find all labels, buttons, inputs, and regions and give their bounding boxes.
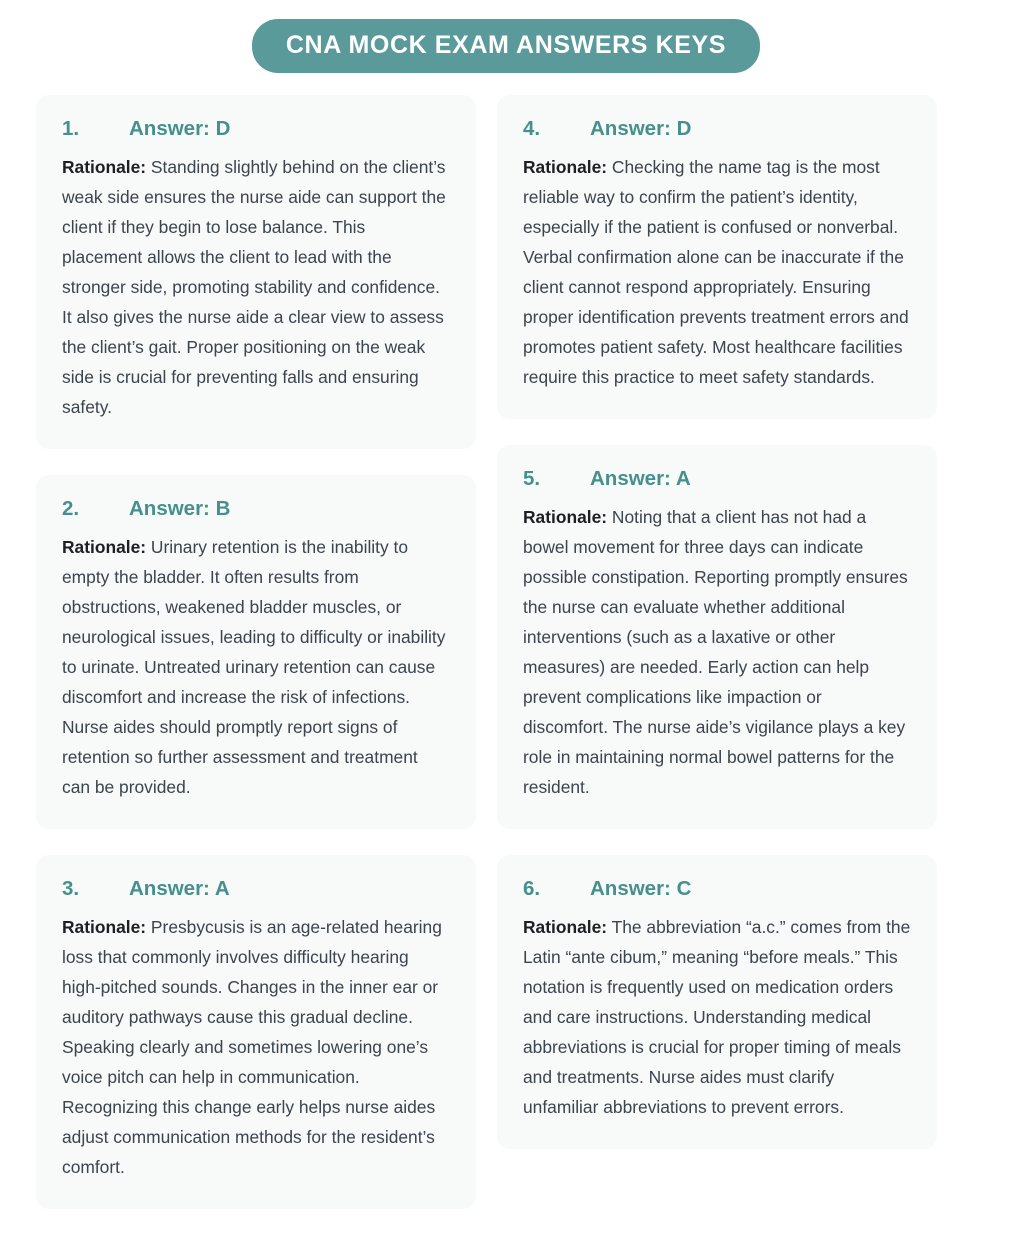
answer-card-heading	[62, 117, 450, 142]
answer-label: Answer: D	[129, 116, 231, 140]
answer-card	[36, 855, 476, 1209]
answer-card-heading	[62, 497, 450, 522]
rationale-text: Noting that a client has not had a bowel movement for three days can indicate possible constipation. Reporting promptly ensures the nurse can evaluate whether additional interventions (such as a laxative or other measures) are needed. Early action can help prevent complications like impaction or discomfort. The nurse aide’s vigilance plays a key role in maintaining normal bowel patterns for the resident.	[523, 507, 908, 797]
rationale-label: Rationale:	[62, 917, 147, 938]
question-number: 5.	[523, 466, 541, 490]
answer-card-body	[523, 153, 911, 393]
left-column	[36, 95, 476, 1235]
rationale-label: Rationale:	[523, 157, 608, 178]
answer-card	[497, 95, 937, 419]
answer-label: Answer: A	[590, 466, 691, 490]
question-number: 4.	[523, 116, 541, 140]
answer-label: Answer: B	[129, 496, 231, 520]
answer-card-heading	[523, 117, 911, 142]
answer-card-heading	[523, 877, 911, 902]
question-number: 2.	[62, 496, 80, 520]
page-title-banner: CNA MOCK EXAM ANSWERS KEYS	[252, 19, 760, 73]
right-column	[497, 95, 937, 1175]
answer-card-body	[62, 913, 450, 1182]
answer-card-heading	[523, 467, 911, 492]
answer-card	[36, 95, 476, 449]
question-number: 1.	[62, 116, 80, 140]
answer-label: Answer: D	[590, 116, 692, 140]
rationale-text: The abbreviation “a.c.” comes from the Latin “ante cibum,” meaning “before meals.” This notation is frequently used on medication orders and care instructions. Understanding medical abbreviations is crucial for proper timing of meals and treatments. Nurse aides must clarify unfamiliar abbreviations to prevent errors.	[523, 917, 911, 1118]
answer-cards-grid	[36, 95, 976, 1235]
rationale-text: Presbycusis is an age-related hearing loss that commonly involves difficulty hearing high-pitched sounds. Changes in the inner ear or auditory pathways cause this gradual decline. Speaking clearly and sometimes lowering one’s voice pitch can help in communication. Recognizing this change early helps nurse aides adjust communication methods for the resident’s comfort.	[62, 917, 442, 1177]
rationale-label: Rationale:	[62, 157, 147, 178]
rationale-label: Rationale:	[62, 537, 147, 558]
answer-card-body	[523, 503, 911, 802]
answer-card-body	[62, 533, 450, 802]
rationale-text: Checking the name tag is the most reliable way to confirm the patient’s identity, especially if the patient is confused or nonverbal. Verbal confirmation alone can be inaccurate if the client cannot respond appropriately. Ensuring proper identification prevents treatment errors and promotes patient safety. Most healthcare facilities require this practice to meet safety standards.	[523, 157, 909, 387]
answer-card	[497, 855, 937, 1149]
banner-row	[36, 0, 976, 95]
answer-card	[36, 475, 476, 829]
answer-label: Answer: A	[129, 876, 230, 900]
answer-card-heading	[62, 877, 450, 902]
answer-card-body	[523, 913, 911, 1123]
rationale-label: Rationale:	[523, 917, 608, 938]
question-number: 3.	[62, 876, 80, 900]
rationale-label: Rationale:	[523, 507, 608, 528]
question-number: 6.	[523, 876, 541, 900]
rationale-text: Urinary retention is the inability to empty the bladder. It often results from obstructions, weakened bladder muscles, or neurological issues, leading to difficulty or inability to urinate. Untreated urinary retention can cause discomfort and increase the risk of infections. Nurse aides should promptly report signs of retention so further assessment and treatment can be provided.	[62, 537, 446, 797]
answer-card	[497, 445, 937, 829]
answer-label: Answer: C	[590, 876, 692, 900]
answer-card-body	[62, 153, 450, 422]
rationale-text: Standing slightly behind on the client’s weak side ensures the nurse aide can support the client if they begin to lose balance. This placement allows the client to lead with the stronger side, promoting stability and confidence. It also gives the nurse aide a clear view to assess the client’s gait. Proper positioning on the weak side is crucial for preventing falls and ensuring safety.	[62, 157, 446, 417]
